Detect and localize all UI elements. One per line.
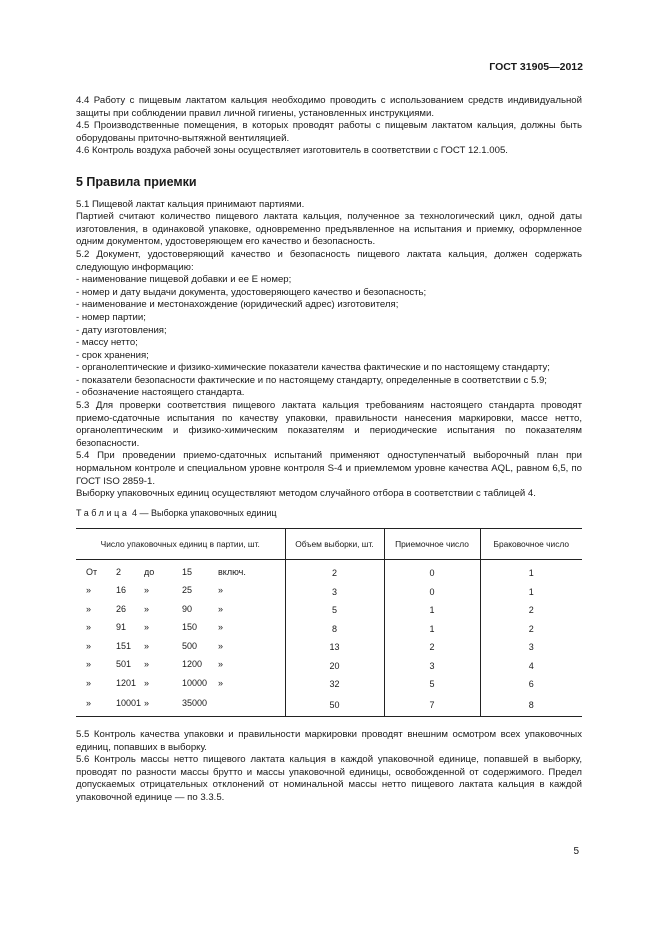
- range-part: »: [86, 622, 92, 633]
- cell-lot-range: [76, 620, 285, 639]
- range-part: »: [144, 677, 150, 688]
- cell-sample-size: 32: [285, 675, 384, 694]
- list-item: - дату изготовления;: [76, 324, 167, 336]
- table-row: [76, 583, 582, 602]
- paragraph-4-4: 4.4 Работу с пищевым лактатом кальция необходимо проводить с использованием средств индивидуальной защиты при соблюдении правил личной гигиены, установленных инструкциями.: [76, 95, 582, 119]
- table-row: [76, 694, 582, 717]
- table-row: [76, 601, 582, 620]
- paragraph-5-1: 5.1 Пищевой лактат кальция принимают партиями.: [76, 198, 305, 210]
- paragraph-5-4: 5.4 При проведении приемо-сдаточных испытаний применяют одноступенчатый выборочный план при нормальном контроле и специальном уровне контроля S-4 и приемлемом уровне качества AQL, равном 6,5, по ГОСТ ISO 2859-1.: [76, 450, 582, 487]
- range-part: 1200: [182, 659, 203, 670]
- table-row: [76, 657, 582, 676]
- range-part: 501: [116, 659, 132, 670]
- list-item: - массу нетто;: [76, 337, 138, 349]
- paragraph-4-6: 4.6 Контроль воздуха рабочей зоны осуществляет изготовитель в соответствии с ГОСТ 12.1.005.: [76, 145, 508, 157]
- range-part: до: [144, 566, 155, 577]
- list-item: - номер партии;: [76, 311, 146, 323]
- cell-acceptance: 1: [384, 620, 480, 639]
- cell-rejection: 4: [480, 657, 582, 676]
- table-row: [76, 638, 582, 657]
- table-row: [76, 620, 582, 639]
- range-part: 91: [116, 622, 127, 633]
- paragraph-4-5: 4.5 Производственные помещения, в которых проводят работы с пищевым лактатом кальция, должны быть оборудованы приточно-вытяжной вентиляцией.: [76, 120, 582, 144]
- range-part: »: [218, 677, 224, 688]
- col-header-acceptance: Приемочное число: [384, 529, 480, 560]
- cell-lot-range: [76, 657, 285, 676]
- range-part: »: [86, 677, 92, 688]
- range-part: »: [144, 640, 150, 651]
- range-part: »: [144, 698, 150, 709]
- paragraph-5-4-sampling: Выборку упаковочных единиц осуществляют методом случайного отбора в соответствии с таблицей 4.: [76, 488, 536, 500]
- cell-lot-range: [76, 601, 285, 620]
- document-body: [76, 95, 582, 804]
- paragraph-5-5: 5.5 Контроль качества упаковки и правильности маркировки проводят внешним осмотром всех упаковочных единиц, попавших в выборку.: [76, 728, 582, 753]
- range-part: »: [218, 640, 224, 651]
- list-item: - органолептические и физико-химические показатели качества фактические и по настоящему стандарту;: [76, 362, 550, 374]
- cell-lot-range: [76, 638, 285, 657]
- table-row: [76, 675, 582, 694]
- cell-rejection: 6: [480, 675, 582, 694]
- list-item: - наименование и местонахождение (юридический адрес) изготовителя;: [76, 299, 399, 311]
- paragraph-5-1-lot: Партией считают количество пищевого лактата кальция, полученное за технологический цикл, одной даты изготовления, в одинаковой упаковке, одновременно предъявленное на испытания и приемку, оформленное одним документом, удостоверяющем его качество и безопасность.: [76, 211, 582, 248]
- sampling-table: [76, 528, 582, 717]
- range-part: 500: [182, 640, 198, 651]
- paragraph-5-6: 5.6 Контроль массы нетто пищевого лактата кальция в каждой упаковочной единице, попавшей в выборку, проводят по разности массы брутто и массы упаковочной единицы, освобожденной от содержимого. Предел допускаемых отрицательных отклонений от номинальной массы нетто пищевого лактата кальция в каждой упаковочной единице — по 3.3.5.: [76, 754, 582, 803]
- table-header-row: [76, 529, 582, 560]
- cell-lot-range: [76, 583, 285, 602]
- cell-acceptance: 5: [384, 675, 480, 694]
- range-part: »: [144, 603, 150, 614]
- cell-acceptance: 0: [384, 560, 480, 583]
- cell-lot-range: [76, 675, 285, 694]
- table-caption-text: 4 — Выборка упаковочных единиц: [129, 507, 277, 518]
- range-part: »: [144, 659, 150, 670]
- list-item: - срок хранения;: [76, 349, 149, 361]
- col-header-rejection: Браковочное число: [480, 529, 582, 560]
- range-part: 35000: [182, 698, 208, 709]
- cell-rejection: 2: [480, 620, 582, 639]
- cell-rejection: 1: [480, 583, 582, 602]
- range-part: 16: [116, 585, 127, 596]
- list-item: - номер и дату выдачи документа, удостоверяющего качество и безопасность;: [76, 286, 427, 298]
- cell-sample-size: 3: [285, 583, 384, 602]
- range-part: 151: [116, 640, 132, 651]
- range-part: »: [218, 659, 224, 670]
- cell-lot-range: [76, 694, 285, 717]
- cell-acceptance: 7: [384, 694, 480, 717]
- document-code: ГОСТ 31905—2012: [489, 61, 583, 73]
- cell-rejection: 1: [480, 560, 582, 583]
- range-part: »: [86, 603, 92, 614]
- range-part: »: [144, 622, 150, 633]
- range-part: »: [86, 640, 92, 651]
- table-caption-word: Таблица: [76, 507, 130, 518]
- table-row: [76, 560, 582, 583]
- cell-sample-size: 2: [285, 560, 384, 583]
- cell-rejection: 3: [480, 638, 582, 657]
- cell-sample-size: 8: [285, 620, 384, 639]
- paragraph-5-3: 5.3 Для проверки соответствия пищевого лактата кальция требованиям настоящего стандарта проводят приемо-сдаточные испытания по качеству упаковки, правильности нанесения маркировки, массе нетто, органолептическим и физико-химическим показателям и периодические испытания по показателям безопасности.: [76, 400, 582, 449]
- col-header-lot-size: Число упаковочных единиц в партии, шт.: [76, 529, 285, 560]
- range-part: 26: [116, 603, 127, 614]
- cell-sample-size: 20: [285, 657, 384, 676]
- cell-sample-size: 50: [285, 694, 384, 717]
- cell-sample-size: 5: [285, 601, 384, 620]
- cell-acceptance: 1: [384, 601, 480, 620]
- range-part: »: [86, 698, 92, 709]
- page-number: 5: [573, 846, 579, 857]
- table-caption: [76, 507, 582, 520]
- range-part: 25: [182, 585, 193, 596]
- cell-lot-range: [76, 560, 285, 583]
- range-part: »: [144, 585, 150, 596]
- range-part: 10001: [116, 698, 142, 709]
- range-part: »: [218, 585, 224, 596]
- col-header-sample-size: Объем выборки, шт.: [285, 529, 384, 560]
- range-part: »: [86, 659, 92, 670]
- paragraph-5-2: 5.2 Документ, удостоверяющий качество и безопасность пищевого лактата кальция, должен содержать следующую информацию:: [76, 248, 582, 273]
- cell-acceptance: 3: [384, 657, 480, 676]
- cell-rejection: 2: [480, 601, 582, 620]
- range-part: 15: [182, 566, 193, 577]
- list-item: - обозначение настоящего стандарта.: [76, 387, 245, 399]
- cell-acceptance: 0: [384, 583, 480, 602]
- cell-sample-size: 13: [285, 638, 384, 657]
- cell-acceptance: 2: [384, 638, 480, 657]
- range-part: От: [86, 566, 98, 577]
- section-title: 5 Правила приемки: [76, 174, 197, 189]
- info-list: [76, 274, 582, 400]
- range-part: »: [218, 603, 224, 614]
- range-part: 90: [182, 603, 193, 614]
- range-part: 1201: [116, 677, 137, 688]
- range-part: »: [86, 585, 92, 596]
- range-part: 2: [116, 566, 122, 577]
- list-item: - наименование пищевой добавки и ее Е номер;: [76, 274, 292, 286]
- cell-rejection: 8: [480, 694, 582, 717]
- list-item: - показатели безопасности фактические и по настоящему стандарту, определенные в соответствии с 5.9;: [76, 374, 547, 386]
- range-part: »: [218, 622, 224, 633]
- range-part: включ.: [218, 566, 246, 577]
- range-part: 10000: [182, 677, 208, 688]
- range-part: 150: [182, 622, 198, 633]
